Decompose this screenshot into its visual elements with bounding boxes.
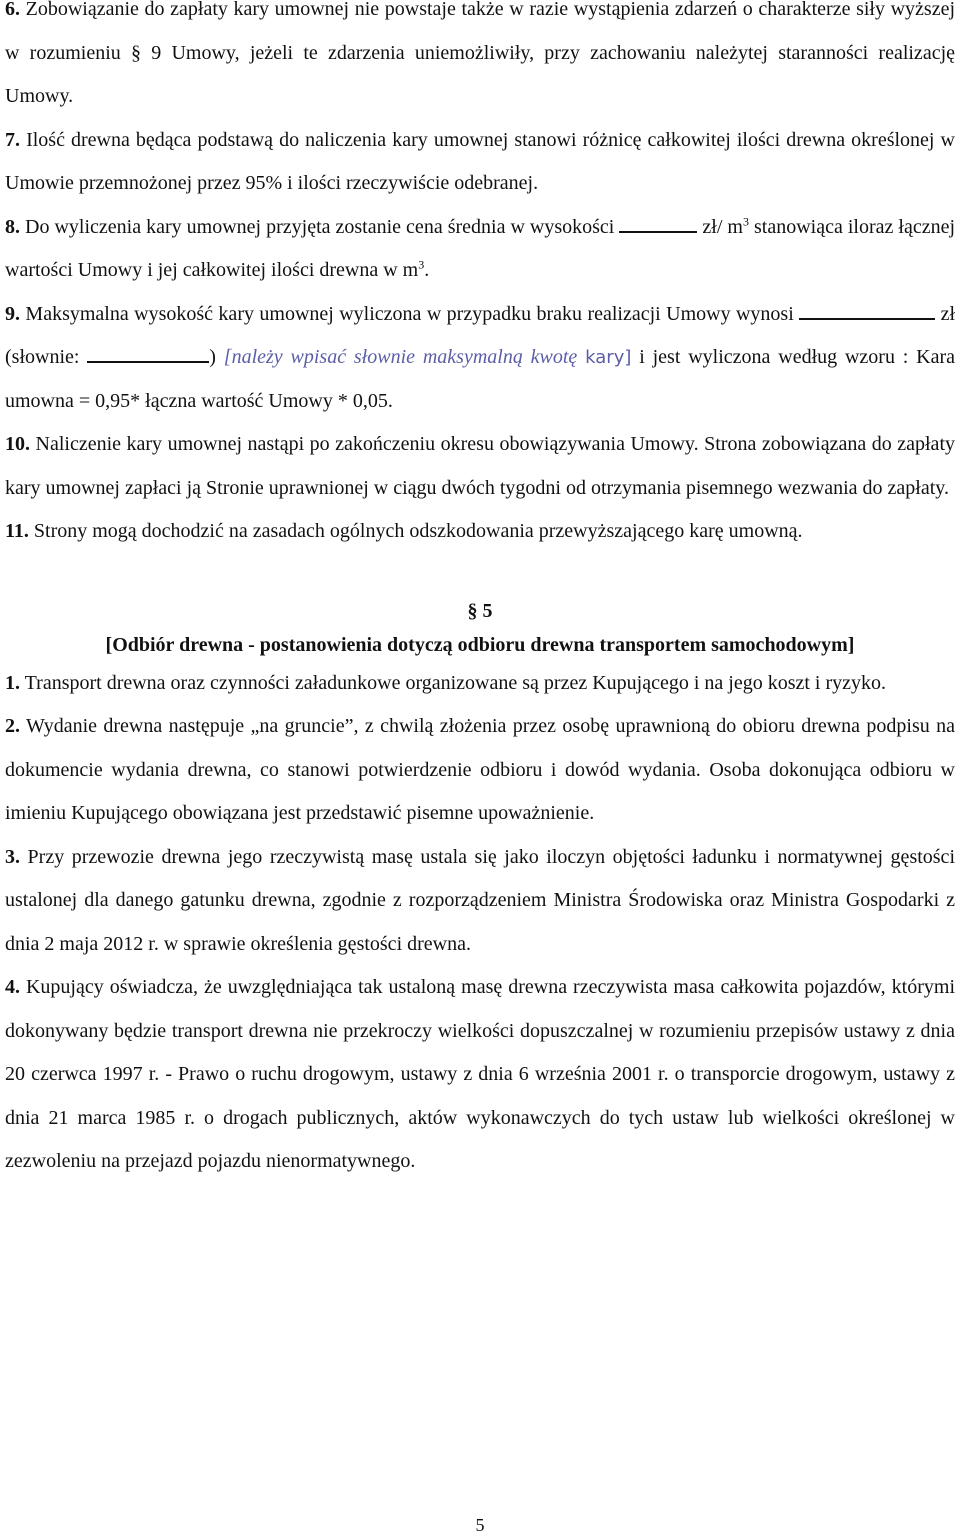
section-paragraph-2	[5, 705, 955, 836]
paragraph-text: Transport drewna oraz czynności załadunkowe organizowane są przez Kupującego i na jego koszt i ryzyko.	[24, 671, 887, 694]
formula-text: i jest wyliczona według wzoru : Kara umowna = 0,95* łączna wartość Umowy * 0,05.	[5, 346, 956, 412]
fill-in-hint-end: kary]	[585, 347, 632, 368]
section-title: [Odbiór drewna - postanowienia dotyczą odbioru drewna transportem samochodowym]	[105, 633, 855, 656]
paragraph-11	[5, 510, 955, 554]
unit-superscript: 3	[418, 257, 425, 272]
paragraph-number: 6.	[5, 0, 20, 20]
paragraph-number: 3.	[5, 845, 20, 868]
paragraph-text: Do wyliczenia kary umownej przyjęta zostanie cena średnia w wysokości	[25, 215, 615, 238]
section-paragraph-1	[5, 662, 955, 706]
paragraph-number: 4.	[5, 976, 20, 998]
paragraph-text: Maksymalna wysokość kary umownej wyliczona w przypadku braku realizacji Umowy wynosi	[25, 302, 794, 325]
currency-text: zł (słownie:	[5, 302, 956, 368]
section-heading: § 5	[467, 599, 493, 622]
paragraph-text: Zobowiązanie do zapłaty kary umownej nie powstaje także w razie wystąpienia zdarzeń o charakterze siły wyższej w rozumieniu § 9 Umowy, jeżeli te zdarzenia uniemożliwiły, przy zachowaniu należytej staranności realizację Umowy.	[5, 0, 955, 107]
paragraph-text: Ilość drewna będąca podstawą do naliczenia kary umownej stanowi różnicę całkowitej ilości drewna określonej w Umowie przemnożonej przez 95% i ilości rzeczywiście odebranej.	[5, 128, 955, 194]
paragraph-text: Naliczenie kary umownej nastąpi po zakończeniu okresu obowiązywania Umowy. Strona zobowiązana do zapłaty kary umownej zapłaci ją Stronie uprawnionej w ciągu dwóch tygodni od otrzymania pisemnego wezwania do zapłaty.	[5, 433, 955, 499]
unit-superscript: 3	[742, 213, 749, 228]
paragraph-9	[5, 293, 955, 424]
closing-paren: )	[209, 346, 216, 368]
paragraph-6	[5, 0, 955, 119]
paragraph-end: .	[424, 259, 430, 281]
paragraph-number: 10.	[5, 433, 30, 455]
paragraph-10	[5, 423, 955, 510]
paragraph-number: 2.	[5, 715, 20, 737]
paragraph-number: 11.	[5, 520, 29, 542]
paragraph-number: 1.	[5, 671, 20, 694]
price-blank-field[interactable]	[619, 209, 697, 233]
paragraph-text: Kupujący oświadcza, że uwzględniająca tak ustaloną masę drewna rzeczywista masa całkowita pojazdów, którymi dokonywany będzie transport drewna nie przekroczy wielkości dopuszczalnej w rozumieniu przepisów ustawy z dnia 20 czerwca 1997 r. - Prawo o ruchu drogowym, ustawy z dnia 6 września 2001 r. o transporcie drogowym, ustawy z dnia 21 marca 1985 r. o drogach publicznych, aktów wykonawczych do tych ustaw lub wielkości określonej w zezwoleniu na przejazd pojazdu nienormatywnego.	[5, 976, 955, 1172]
paragraph-7	[5, 119, 955, 206]
unit-label: zł/ m	[702, 215, 743, 238]
paragraph-number: 9.	[5, 302, 20, 325]
section-paragraph-3	[5, 836, 955, 967]
amount-in-words-blank-field[interactable]	[87, 339, 209, 363]
paragraph-number: 8.	[5, 215, 20, 238]
paragraph-8	[5, 206, 955, 293]
paragraph-number: 7.	[5, 128, 20, 151]
fill-in-hint: [należy wpisać słownie maksymalną kwotę	[223, 346, 578, 368]
max-penalty-blank-field[interactable]	[799, 296, 935, 320]
paragraph-text: Przy przewozie drewna jego rzeczywistą masę ustala się jako iloczyn objętości ładunku i normatywnej gęstości ustalonej dla danego gatunku drewna, zgodnie z rozporządzeniem Ministra Środowiska oraz Ministra Gospodarki z dnia 2 maja 2012 r. w sprawie określenia gęstości drewna.	[5, 845, 955, 955]
page-number: 5	[475, 1515, 485, 1535]
paragraph-text: Wydanie drewna następuje „na gruncie”, z chwilą złożenia przez osobę uprawnioną do obioru drewna podpisu na dokumencie wydania drewna, co stanowi potwierdzenie odbioru i dowód wydania. Osoba dokonująca odbioru w imieniu Kupującego obowiązana jest przedstawić pisemne upoważnienie.	[5, 715, 956, 824]
paragraph-text: Strony mogą dochodzić na zasadach ogólnych odszkodowania przewyższającego karę umowną.	[33, 520, 803, 542]
document-page	[5, 0, 955, 1535]
paragraph-text-continued: stanowiąca iloraz łącznej wartości Umowy i jej całkowitej ilości drewna w m	[5, 215, 956, 281]
section-paragraph-4	[5, 966, 955, 1184]
